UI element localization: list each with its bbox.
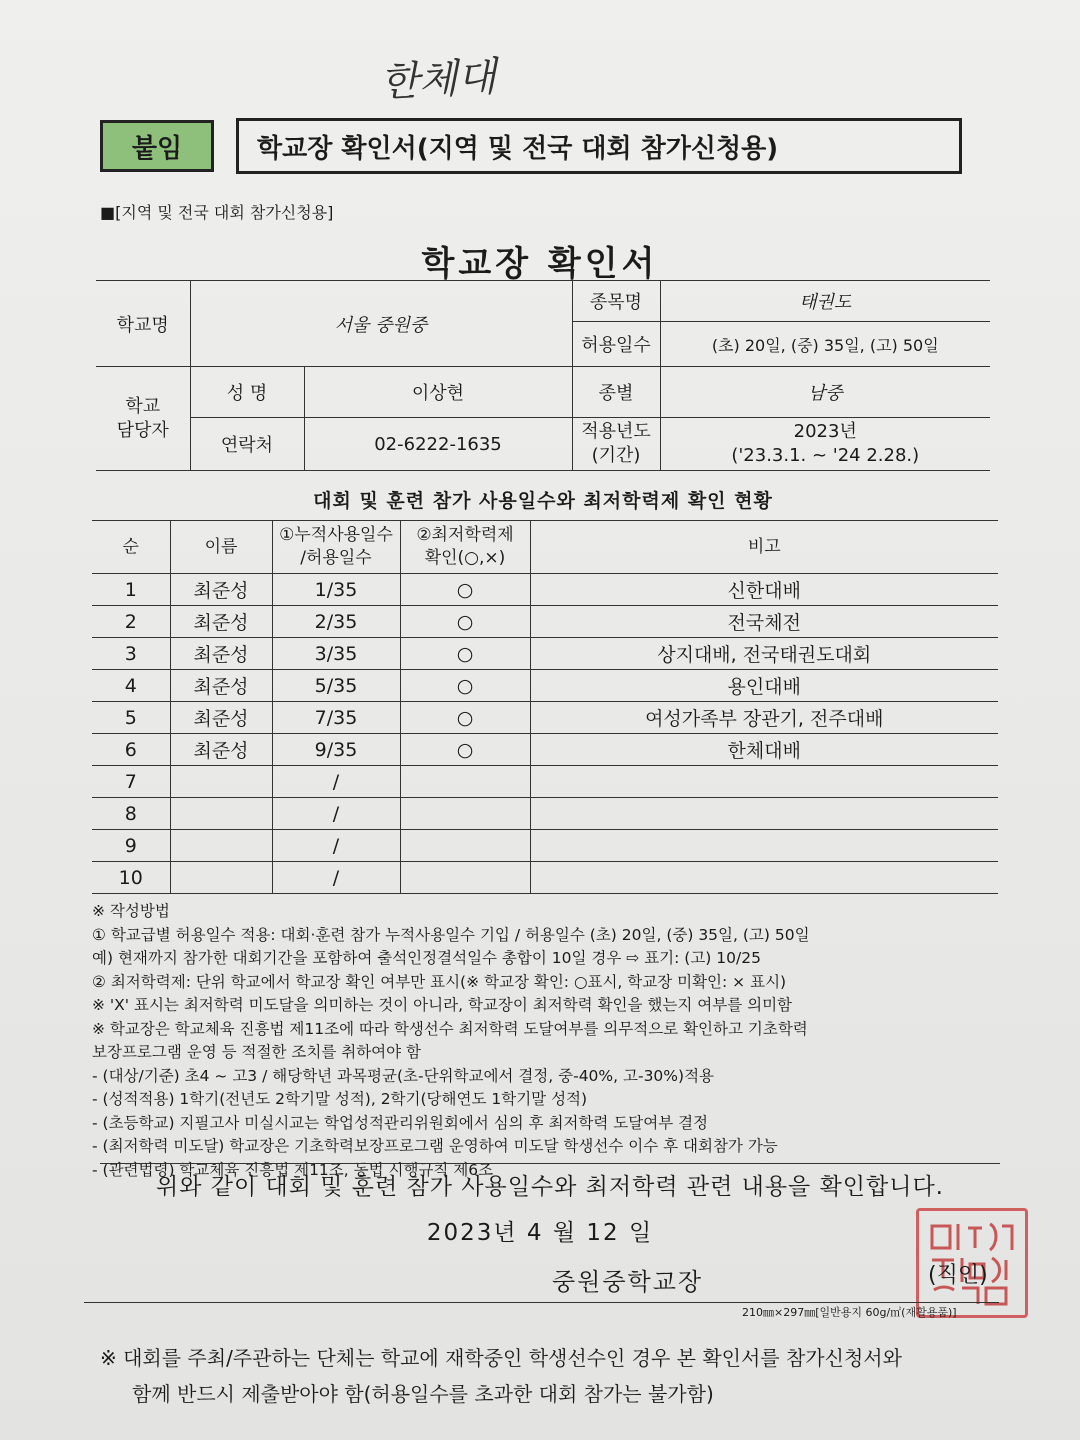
- row-remarks: [530, 798, 998, 830]
- school-name-value: 서울 중원중: [190, 281, 572, 367]
- row-check: [400, 766, 530, 798]
- usage-table-body: [92, 574, 998, 894]
- divider: [100, 1163, 1000, 1164]
- row-check: ○: [400, 702, 530, 734]
- header-remarks: 비고: [530, 521, 998, 574]
- row-remarks: 용인대배: [530, 670, 998, 702]
- usage-table: [92, 520, 998, 894]
- school-name-label: 학교명: [96, 281, 190, 367]
- row-days: 9/35: [272, 734, 400, 766]
- row-days: 7/35: [272, 702, 400, 734]
- note-line: - (관련법령) 학교체육 진흥법 제11조, 동법 시행규칙 제6조: [92, 1160, 494, 1179]
- note-line: - (성적적용) 1학기(전년도 2학기말 성적), 2학기(당해연도 1학기말 성적): [92, 1090, 588, 1108]
- note-line: ① 학교급별 허용일수 적용: 대회·훈련 참가 누적사용일수 기입 / 허용일수 (초) 20일, (중) 35일, (고) 50일: [92, 925, 810, 944]
- applicable-year-value: [660, 418, 990, 471]
- row-days: /: [272, 798, 400, 830]
- row-check: ○: [400, 606, 530, 638]
- table-row: [92, 862, 998, 894]
- note-line: - (대상/기준) 초4 ~ 고3 / 해당학년 과목평균(초-단위학교에서 결정, 중-40%, 고-30%)적용: [92, 1066, 715, 1085]
- row-check: ○: [400, 574, 530, 606]
- row-check: [400, 862, 530, 894]
- name-value: 이상현: [304, 367, 572, 418]
- row-no: 10: [92, 862, 170, 894]
- principal-title: 중원중학교장: [552, 1268, 704, 1296]
- confirmation-statement: 위와 같이 대회 및 훈련 참가 사용일수와 최저학력 관련 내용을 확인합니다.: [156, 1174, 944, 1200]
- row-no: 2: [92, 606, 170, 638]
- row-days: /: [272, 766, 400, 798]
- row-check: [400, 798, 530, 830]
- row-name: 최준성: [170, 574, 272, 606]
- header-days-line1: ①누적사용일수: [279, 525, 393, 545]
- contact-person-label: [96, 367, 190, 471]
- row-name: 최준성: [170, 606, 272, 638]
- row-name: 최준성: [170, 734, 272, 766]
- row-check: [400, 830, 530, 862]
- seal-label: (직인): [928, 1263, 988, 1288]
- row-no: 9: [92, 830, 170, 862]
- table-row: [92, 702, 998, 734]
- phone-label: 연락처: [190, 418, 304, 471]
- applicable-year-value-line2: ('23.3.1. ~ '24 2.28.): [731, 445, 920, 466]
- table-row: [92, 638, 998, 670]
- row-check: ○: [400, 670, 530, 702]
- contact-person-label-line2: 담당자: [116, 419, 169, 441]
- table-row: [92, 670, 998, 702]
- row-name: 최준성: [170, 670, 272, 702]
- row-name: [170, 798, 272, 830]
- row-no: 5: [92, 702, 170, 734]
- row-check: ○: [400, 638, 530, 670]
- row-days: /: [272, 862, 400, 894]
- category-value: 남중: [660, 367, 990, 418]
- row-remarks: 여성가족부 장관기, 전주대배: [530, 702, 998, 734]
- attachment-tag: 붙임: [100, 120, 214, 172]
- paper-spec: 210㎜×297㎜[일반용지 60g/㎡(재활용품)]: [742, 1306, 957, 1319]
- header-days: [272, 521, 400, 574]
- row-name: [170, 766, 272, 798]
- row-remarks: [530, 830, 998, 862]
- row-no: 4: [92, 670, 170, 702]
- table-row: [92, 574, 998, 606]
- applicable-year-value-line1: 2023년: [793, 421, 857, 442]
- document-title: 학교장 확인서: [421, 244, 659, 284]
- row-name: [170, 862, 272, 894]
- writing-instructions: [92, 900, 998, 1182]
- issue-date: 2023년 4 월 12 일: [426, 1220, 654, 1246]
- row-name: 최준성: [170, 638, 272, 670]
- row-no: 8: [92, 798, 170, 830]
- sport-value: 태권도: [660, 281, 990, 322]
- row-remarks: 전국체전: [530, 606, 998, 638]
- header-no: 순: [92, 521, 170, 574]
- row-name: [170, 830, 272, 862]
- row-days: 1/35: [272, 574, 400, 606]
- allowed-days-value: (초) 20일, (중) 35일, (고) 50일: [660, 322, 990, 367]
- header-title: 학교장 확인서(지역 및 전국 대회 참가신청용): [236, 118, 962, 174]
- footer-note-line2: 함께 반드시 제출받아야 함(허용일수를 초과한 대회 참가는 불가함): [132, 1382, 714, 1406]
- note-line: 보장프로그램 운영 등 적절한 조치를 취하여야 함: [92, 1043, 422, 1061]
- row-no: 1: [92, 574, 170, 606]
- school-info-table: [96, 280, 990, 471]
- row-name: 최준성: [170, 702, 272, 734]
- contact-person-label-line1: 학교: [125, 395, 161, 417]
- row-remarks: [530, 862, 998, 894]
- note-line: ※ 작성방법: [92, 902, 170, 920]
- row-days: 5/35: [272, 670, 400, 702]
- applicable-year-label-line2: (기간): [591, 445, 641, 466]
- row-no: 7: [92, 766, 170, 798]
- table-row: [92, 830, 998, 862]
- sport-label: 종목명: [572, 281, 660, 322]
- table-row: [92, 734, 998, 766]
- form-type-label: ■[지역 및 전국 대회 참가신청용]: [100, 203, 334, 222]
- table-row: [92, 766, 998, 798]
- table-row: [92, 798, 998, 830]
- row-remarks: 한체대배: [530, 734, 998, 766]
- row-remarks: 신한대배: [530, 574, 998, 606]
- bottom-divider: [84, 1302, 999, 1303]
- table-row: [92, 606, 998, 638]
- allowed-days-label: 허용일수: [572, 322, 660, 367]
- footer-note: [100, 1340, 980, 1412]
- applicable-year-label-line1: 적용년도: [581, 421, 651, 442]
- header-min-academic-line2: 확인(○,×): [424, 548, 506, 568]
- row-no: 6: [92, 734, 170, 766]
- applicable-year-label: [572, 418, 660, 471]
- note-line: ※ 학교장은 학교체육 진흥법 제11조에 따라 학생선수 최저학력 도달여부를 의무적으로 확인하고 기초학력: [92, 1019, 808, 1038]
- status-section-title: 대회 및 훈련 참가 사용일수와 최저학력제 확인 현황: [313, 490, 773, 512]
- note-line: - (최저학력 미도달) 학교장은 기초학력보장프로그램 운영하여 미도달 학생선수 이수 후 대회참가 가능: [92, 1137, 778, 1155]
- note-line: 예) 현재까지 참가한 대회기간을 포함하여 출석인정결석일수 총합이 10일 경우 ⇨ 표기: (고) 10/25: [92, 949, 761, 967]
- note-line: ※ 'X' 표시는 최저학력 미도달을 의미하는 것이 아니라, 학교장이 최저학력 확인을 했는지 여부를 의미함: [92, 996, 793, 1014]
- note-line: ② 최저학력제: 단위 학교에서 학교장 확인 여부만 표시(※ 학교장 확인: ○표시, 학교장 미확인: × 표시): [92, 972, 787, 991]
- row-remarks: [530, 766, 998, 798]
- header-min-academic: [400, 521, 530, 574]
- note-line: - (초등학교) 지필고사 미실시교는 학업성적관리위원회에서 심의 후 최저학력 도달여부 결정: [92, 1113, 709, 1132]
- handwritten-note: 한체대: [379, 53, 498, 106]
- row-days: 2/35: [272, 606, 400, 638]
- phone-value: 02-6222-1635: [304, 418, 572, 471]
- row-no: 3: [92, 638, 170, 670]
- header-min-academic-line1: ②최저학력제: [416, 525, 514, 545]
- usage-table-header: [92, 521, 998, 574]
- footer-note-line1: ※ 대회를 주최/주관하는 단체는 학교에 재학중인 학생선수인 경우 본 확인서를 참가신청서와: [100, 1346, 902, 1370]
- category-label: 종별: [572, 367, 660, 418]
- row-check: ○: [400, 734, 530, 766]
- row-remarks: 상지대배, 전국태권도대회: [530, 638, 998, 670]
- header-days-line2: /허용일수: [300, 548, 372, 568]
- row-days: /: [272, 830, 400, 862]
- name-label: 성 명: [190, 367, 304, 418]
- header-name: 이름: [170, 521, 272, 574]
- row-days: 3/35: [272, 638, 400, 670]
